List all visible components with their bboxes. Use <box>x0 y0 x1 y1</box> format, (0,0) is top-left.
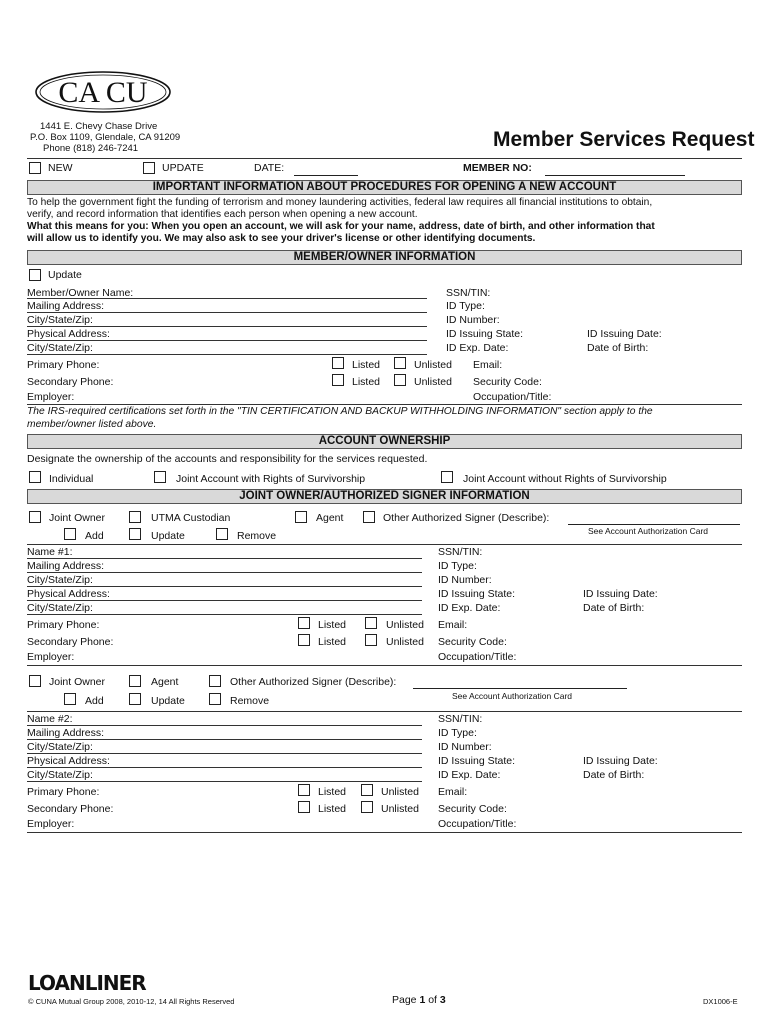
j2-occupation-label: Occupation/Title: <box>438 818 517 830</box>
logo-text: CA CU <box>58 76 148 109</box>
form-code: DX1006-E <box>703 997 738 1006</box>
j1-secondary-unlisted-checkbox[interactable] <box>365 634 377 646</box>
j1-employer-label: Employer: <box>27 651 75 663</box>
j2-ssn-label: SSN/TIN: <box>438 713 483 725</box>
update-label: Update <box>151 695 185 707</box>
ownership-heading: ACCOUNT OWNERSHIP <box>27 434 742 449</box>
page-number: 1 <box>419 994 426 1006</box>
agent-label: Agent <box>316 512 344 524</box>
j1-other-signer-field[interactable] <box>568 524 740 525</box>
j2-id-issue-date-label: ID Issuing Date: <box>583 755 658 767</box>
unlisted-label: Unlisted <box>414 359 452 371</box>
j1-row-line <box>27 586 422 587</box>
member-employer-label: Employer: <box>27 391 75 403</box>
j2-row-line <box>27 711 742 712</box>
j1-primary-unlisted-checkbox[interactable] <box>365 617 377 629</box>
member-physical-label: Physical Address: <box>27 328 110 340</box>
j2-update-checkbox[interactable] <box>129 693 141 705</box>
member-primary-phone-label: Primary Phone: <box>27 359 100 371</box>
j1-update-checkbox[interactable] <box>129 528 141 540</box>
j2-email-label: Email: <box>438 786 468 798</box>
j2-name-label: Name #2: <box>27 713 73 725</box>
j1-email-label: Email: <box>438 619 468 631</box>
listed-label: Listed <box>318 619 347 631</box>
j2-id-number-label: ID Number: <box>438 741 492 753</box>
j2-csz2-label: City/State/Zip: <box>27 769 93 781</box>
j1-id-exp-label: ID Exp. Date: <box>438 602 501 614</box>
joint-without-checkbox[interactable] <box>441 471 453 483</box>
other-signer-label: Other Authorized Signer (Describe): <box>230 676 397 688</box>
important-line4: will allow us to identify you. We may also ask to see your driver's license or other identifying documents. <box>27 233 536 244</box>
member-secondary-listed-checkbox[interactable] <box>332 374 344 386</box>
member-id-type-label: ID Type: <box>446 300 485 312</box>
j1-name-label: Name #1: <box>27 546 73 558</box>
member-row-line <box>27 326 427 327</box>
listed-label: Listed <box>352 359 381 371</box>
important-heading: IMPORTANT INFORMATION ABOUT PROCEDURES FOR OPENING A NEW ACCOUNT <box>27 180 742 195</box>
joint-heading: JOINT OWNER/AUTHORIZED SIGNER INFORMATION <box>27 489 742 504</box>
listed-label: Listed <box>318 636 347 648</box>
j1-primary-phone-label: Primary Phone: <box>27 619 100 631</box>
j2-secondary-unlisted-checkbox[interactable] <box>361 801 373 813</box>
j2-remove-checkbox[interactable] <box>209 693 221 705</box>
joint-owner-label: Joint Owner <box>49 676 106 688</box>
member-row-line <box>27 312 427 313</box>
j1-remove-checkbox[interactable] <box>216 528 228 540</box>
phone: Phone (818) 246-7241 <box>43 143 139 154</box>
member-primary-unlisted-checkbox[interactable] <box>394 357 406 369</box>
member-secondary-unlisted-checkbox[interactable] <box>394 374 406 386</box>
j2-joint-owner-checkbox[interactable] <box>29 675 41 687</box>
member-id-number-label: ID Number: <box>446 314 500 326</box>
member-secondary-phone-label: Secondary Phone: <box>27 376 114 388</box>
j1-agent-checkbox[interactable] <box>295 511 307 523</box>
unlisted-label: Unlisted <box>381 803 419 815</box>
j1-csz2-label: City/State/Zip: <box>27 602 93 614</box>
j2-dob-label: Date of Birth: <box>583 769 645 781</box>
j1-occupation-label: Occupation/Title: <box>438 651 517 663</box>
member-row-line <box>27 354 427 355</box>
update-checkbox[interactable] <box>143 162 155 174</box>
j2-secondary-phone-label: Secondary Phone: <box>27 803 114 815</box>
member-id-state-label: ID Issuing State: <box>446 328 524 340</box>
important-line2: verify, and record information that identifies each person when opening a new account. <box>27 209 418 220</box>
see-card-note: See Account Authorization Card <box>588 526 709 536</box>
j2-id-type-label: ID Type: <box>438 727 477 739</box>
unlisted-label: Unlisted <box>414 376 452 388</box>
j2-id-exp-label: ID Exp. Date: <box>438 769 501 781</box>
individual-label: Individual <box>49 473 94 485</box>
member-row-line <box>27 340 427 341</box>
member-update-label: Update <box>48 269 82 281</box>
logo-oval <box>34 70 172 114</box>
j1-row-line <box>27 544 742 545</box>
new-label: NEW <box>48 162 73 174</box>
member-occupation-label: Occupation/Title: <box>473 391 552 403</box>
member-security-label: Security Code: <box>473 376 542 388</box>
logo <box>34 70 172 114</box>
joint-with-checkbox[interactable] <box>154 471 166 483</box>
j1-ssn-label: SSN/TIN: <box>438 546 483 558</box>
page-total: 3 <box>439 994 446 1006</box>
new-checkbox[interactable] <box>29 162 41 174</box>
ownership-designate: Designate the ownership of the accounts and responsibility for the services requested. <box>27 453 428 465</box>
unlisted-label: Unlisted <box>386 619 424 631</box>
loanliner-logo: LOANLINER <box>28 971 146 995</box>
add-label: Add <box>85 530 104 542</box>
j1-row-line <box>27 614 422 615</box>
j1-csz1-label: City/State/Zip: <box>27 574 93 586</box>
j1-primary-listed-checkbox[interactable] <box>298 617 310 629</box>
page-indicator <box>392 994 446 1006</box>
listed-label: Listed <box>352 376 381 388</box>
j2-id-state-label: ID Issuing State: <box>438 755 516 767</box>
j1-id-state-label: ID Issuing State: <box>438 588 516 600</box>
j1-row-line <box>27 600 422 601</box>
page-of: of <box>428 994 437 1006</box>
j2-primary-phone-label: Primary Phone: <box>27 786 100 798</box>
listed-label: Listed <box>318 803 347 815</box>
member-dob-label: Date of Birth: <box>587 342 649 354</box>
unlisted-label: Unlisted <box>381 786 419 798</box>
j1-row-line <box>27 572 422 573</box>
irs-note-line2: member/owner listed above. <box>27 419 157 430</box>
member-csz1-label: City/State/Zip: <box>27 314 93 326</box>
joint-without-label: Joint Account without Rights of Survivorship <box>463 473 667 485</box>
agent-label: Agent <box>151 676 179 688</box>
update-label: UPDATE <box>162 162 204 174</box>
j1-secondary-listed-checkbox[interactable] <box>298 634 310 646</box>
member-row-line <box>27 404 742 405</box>
j2-security-label: Security Code: <box>438 803 507 815</box>
important-line3: What this means for you: When you open an account, we will ask for your name, address, date of birth, and other information that <box>27 221 655 232</box>
j2-csz1-label: City/State/Zip: <box>27 741 93 753</box>
j1-id-type-label: ID Type: <box>438 560 477 572</box>
j2-row-line <box>27 753 422 754</box>
j1-secondary-phone-label: Secondary Phone: <box>27 636 114 648</box>
member-mailing-label: Mailing Address: <box>27 300 105 312</box>
address-line2: P.O. Box 1109, Glendale, CA 91209 <box>30 132 181 143</box>
member-update-checkbox[interactable] <box>29 269 41 281</box>
j2-row-line <box>27 725 422 726</box>
member-no-field[interactable] <box>545 175 685 176</box>
important-line1: To help the government fight the funding of terrorism and money laundering activities, federal law requires all financial institutions to obtain, <box>27 197 653 208</box>
remove-label: Remove <box>230 695 270 707</box>
see-card-note: See Account Authorization Card <box>452 691 573 701</box>
header-rule <box>27 158 742 159</box>
member-csz2-label: City/State/Zip: <box>27 342 93 354</box>
j2-agent-checkbox[interactable] <box>129 675 141 687</box>
unlisted-label: Unlisted <box>386 636 424 648</box>
remove-label: Remove <box>237 530 277 542</box>
member-email-label: Email: <box>473 359 503 371</box>
j2-primary-listed-checkbox[interactable] <box>298 784 310 796</box>
individual-checkbox[interactable] <box>29 471 41 483</box>
j2-primary-unlisted-checkbox[interactable] <box>361 784 373 796</box>
listed-label: Listed <box>318 786 347 798</box>
add-label: Add <box>85 695 104 707</box>
member-id-issue-date-label: ID Issuing Date: <box>587 328 662 340</box>
joint-with-label: Joint Account with Rights of Survivorship <box>176 473 366 485</box>
j1-row-line <box>27 665 742 666</box>
j1-other-signer-checkbox[interactable] <box>363 511 375 523</box>
utma-label: UTMA Custodian <box>151 512 231 524</box>
j2-other-signer-field[interactable] <box>413 688 627 689</box>
j2-physical-label: Physical Address: <box>27 755 110 767</box>
j2-row-line <box>27 781 422 782</box>
member-ssn-label: SSN/TIN: <box>446 287 491 299</box>
j1-add-checkbox[interactable] <box>64 528 76 540</box>
page-prefix: Page <box>392 994 417 1006</box>
j1-row-line <box>27 558 422 559</box>
date-label: DATE: <box>254 162 285 174</box>
other-signer-label: Other Authorized Signer (Describe): <box>383 512 550 524</box>
j2-employer-label: Employer: <box>27 818 75 830</box>
j1-id-number-label: ID Number: <box>438 574 492 586</box>
member-id-exp-label: ID Exp. Date: <box>446 342 509 354</box>
date-field[interactable] <box>294 175 358 176</box>
j1-mailing-label: Mailing Address: <box>27 560 105 572</box>
member-primary-listed-checkbox[interactable] <box>332 357 344 369</box>
member-row-line <box>27 298 427 299</box>
j2-secondary-listed-checkbox[interactable] <box>298 801 310 813</box>
j1-physical-label: Physical Address: <box>27 588 110 600</box>
j2-row-line <box>27 767 422 768</box>
form-title: Member Services Request <box>493 128 755 151</box>
joint-owner-label: Joint Owner <box>49 512 106 524</box>
j1-utma-checkbox[interactable] <box>129 511 141 523</box>
j1-security-label: Security Code: <box>438 636 507 648</box>
j2-mailing-label: Mailing Address: <box>27 727 105 739</box>
member-heading: MEMBER/OWNER INFORMATION <box>27 250 742 265</box>
j2-add-checkbox[interactable] <box>64 693 76 705</box>
member-name-label: Member/Owner Name: <box>27 287 134 299</box>
update-label: Update <box>151 530 185 542</box>
irs-note-line1: The IRS-required certifications set forth in the "TIN CERTIFICATION AND BACKUP WITHHOLDING INFORMATION" section apply to the <box>27 406 653 417</box>
j1-id-issue-date-label: ID Issuing Date: <box>583 588 658 600</box>
j2-row-line <box>27 739 422 740</box>
j2-row-line <box>27 832 742 833</box>
address-line1: 1441 E. Chevy Chase Drive <box>40 121 158 132</box>
member-no-label: MEMBER NO: <box>463 162 532 174</box>
j2-other-signer-checkbox[interactable] <box>209 675 221 687</box>
copyright: © CUNA Mutual Group 2008, 2010-12, 14 All Rights Reserved <box>28 997 235 1006</box>
j1-dob-label: Date of Birth: <box>583 602 645 614</box>
j1-joint-owner-checkbox[interactable] <box>29 511 41 523</box>
